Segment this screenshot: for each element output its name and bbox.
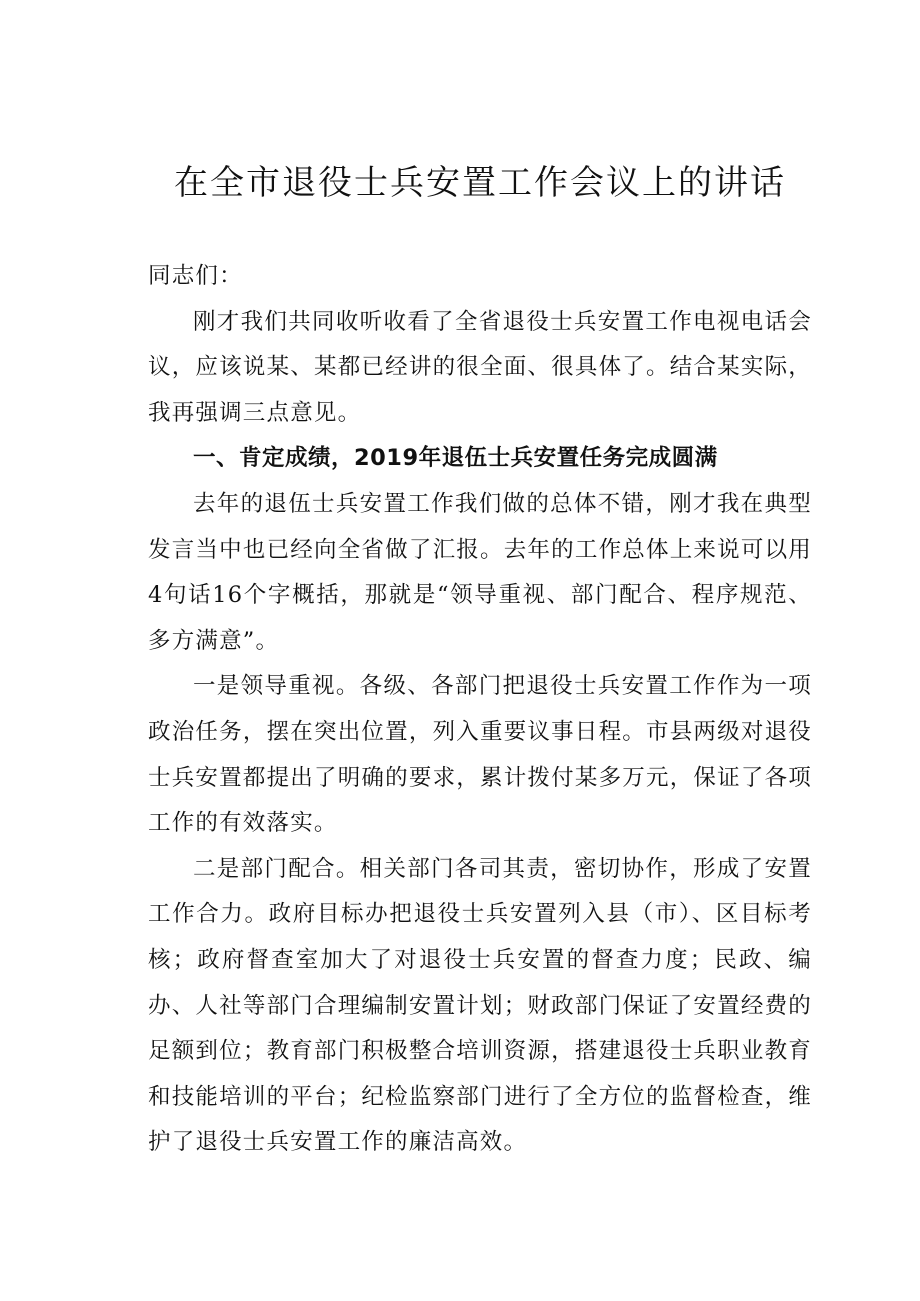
salutation: 同志们： [148, 263, 243, 289]
paragraph-summary: 去年的退伍士兵安置工作我们做的总体不错，刚才我在典型发言当中也已经向全省做了汇报。去年的工作总体上来说可以用4句话16个字概括，那就是“领导重视、部门配合、程序规范、多方满意”。 [148, 490, 812, 654]
document-title: 在全市退役士兵安置工作会议上的讲话 [174, 163, 786, 203]
paragraph-intro: 刚才我们共同收听收看了全省退役士兵安置工作电视电话会议，应该说某、某都已经讲的很全面、很具体了。结合某实际，我再强调三点意见。 [148, 308, 812, 426]
section-heading: 一、肯定成绩，2019年退伍士兵安置任务完成圆满 [193, 445, 718, 472]
document-body [148, 254, 812, 1166]
paragraph-cooperation: 二是部门配合。相关部门各司其责，密切协作，形成了安置工作合力。政府目标办把退役士兵安置列入县（市）、区目标考核；政府督查室加大了对退役士兵安置的督查力度；民政、编办、人社等部门合理编制安置计划；财政部门保证了安置经费的足额到位；教育部门积极整合培训资源，搭建退役士兵职业教育和技能培训的平台；纪检监察部门进行了全方位的监督检查，维护了退役士兵安置工作的廉洁高效。 [148, 855, 812, 1156]
paragraph-leadership: 一是领导重视。各级、各部门把退役士兵安置工作作为一项政治任务，摆在突出位置，列入重要议事日程。市县两级对退役士兵安置都提出了明确的要求，累计拨付某多万元，保证了各项工作的有效落实。 [148, 673, 812, 837]
